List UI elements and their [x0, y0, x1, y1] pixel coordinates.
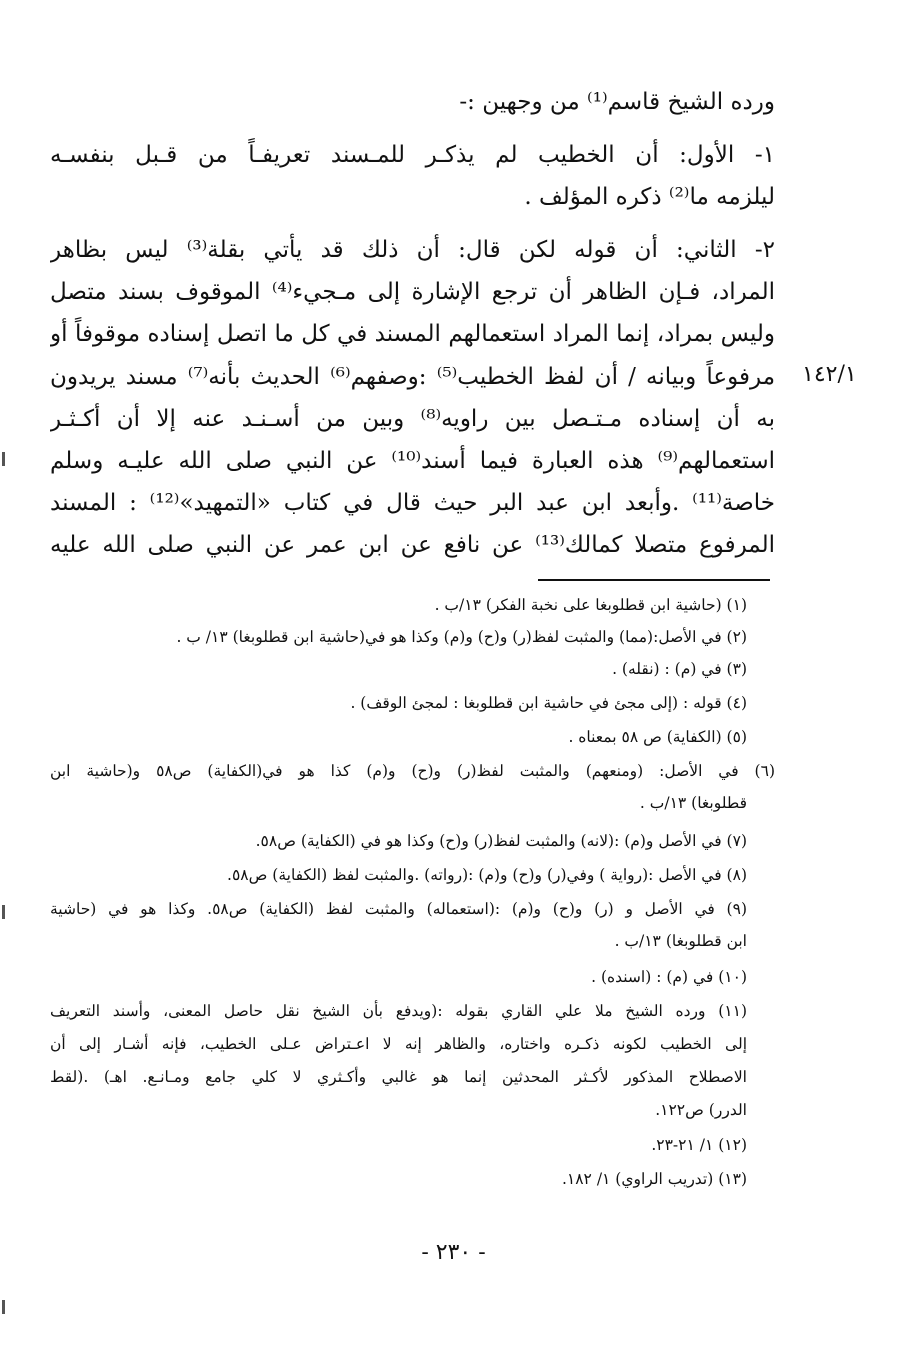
footnote-continuation: الاصطلاح المذكور لأكـثر المحدثين إنما هو غالبي وأكـثري لا كلي جامع ومـانـع. اهـ) .(لقط	[50, 1068, 747, 1086]
body-line: به أن إسناده مـتـصل بين راويه⁽⁸⁾ وبين من أسـنـد عنه إلا أن أكـثـر	[50, 406, 775, 432]
footnote: (٣) في (م) : (نقله) .	[612, 660, 747, 678]
footnote-continuation: إلى الخطيب لكونه ذكـره واختاره، والظاهر إنه لا اعـتراض عـلى الخطيب، فإنه أشـار إلى أن	[50, 1035, 747, 1053]
footnote-continuation: قطلوبغا) ١٣/ب .	[639, 794, 747, 812]
footnote: (٢) في الأصل:(مما) والمثبت لفظ(ر) و(ح) و(م) وكذا هو في(حاشية ابن قطلوبغا) ١٣/ ب .	[176, 628, 747, 646]
body-line: ورده الشيخ قاسم⁽¹⁾ من وجهين :-	[459, 89, 775, 115]
scan-edge-mark	[2, 905, 5, 919]
body-line: مرفوعاً وبيانه / أن لفظ الخطيب⁽⁵⁾ :وصفهم⁽⁶⁾ الحديث بأنه⁽⁷⁾ مسند يريدون	[50, 364, 775, 390]
body-line: استعمالهم⁽⁹⁾ هذه العبارة فيما أسند⁽¹⁰⁾ عن النبي صلى الله عليـه وسلم	[50, 448, 775, 474]
footnote: (٤) قوله : (إلى مجئ في حاشية ابن قطلوبغا : لمجئ الوقف) .	[350, 694, 747, 712]
page-number: - ٢٣٠ -	[421, 1240, 486, 1265]
footnote-continuation: الدرر) ص١٢٢.	[655, 1101, 747, 1119]
scan-edge-mark	[2, 1300, 5, 1314]
scan-edge-mark	[2, 452, 5, 466]
footnote: (١١) ورده الشيخ ملا علي القاري بقوله :(ويدفع بأن الشيخ نقل حاصل المعنى، وأسند التعريف	[50, 1002, 747, 1020]
footnote: (٧) في الأصل و(م) :(لانه) والمثبت لفظ(ر) و(ح) وكذا هو في (الكفاية) ص٥٨.	[255, 832, 747, 850]
footnote: (٨) في الأصل :(رواية ) وفي(ر) و(ح) و(م) :(رواته) .والمثبت لفظ (الكفاية) ص٥٨.	[227, 866, 747, 884]
footnote: (٩) في الأصل و (ر) و(ح) و(م) :(استعماله) والمثبت لفظ (الكفاية) ص٥٨. وكذا هو في (حاشية	[50, 900, 747, 918]
footnote: (١٠) في (م) : (اسنده) .	[591, 968, 747, 986]
margin-folio-note: ١٤٢/١	[802, 362, 857, 387]
body-line: المراد، فـإن الظاهر أن ترجع الإشارة إلى مـجيء⁽⁴⁾ الموقوف بسند متصل	[50, 279, 775, 305]
footnote: (٥) (الكفاية) ص ٥٨ بمعناه .	[568, 728, 747, 746]
footnote-continuation: ابن قطلوبغا) ١٣/ب .	[614, 932, 747, 950]
footnote: (٦) في الأصل: (ومنعهم) والمثبت لفظ(ر) و(ح) و(م) كذا هو في(الكفاية) ص٥٨ و(حاشية ابن	[50, 762, 775, 780]
body-line: ١- الأول: أن الخطيب لم يذكـر للمـسند تعريفـاً من قـبل بنفسـه	[50, 142, 775, 168]
footnote: (١٢) ١/ ٢١-٢٣.	[651, 1136, 747, 1154]
footnote: (١) (حاشية ابن قطلوبغا على نخبة الفكر) ١٣/ب .	[434, 596, 747, 614]
body-line: ليلزمه ما⁽²⁾ ذكره المؤلف .	[524, 184, 775, 210]
footnote: (١٣) (تدريب الراوي) ١/ ١٨٢.	[561, 1170, 747, 1188]
body-line: المرفوع متصلا كمالك⁽¹³⁾ عن نافع عن ابن عمر عن النبي صلى الله عليه	[50, 532, 775, 558]
body-line: خاصة⁽¹¹⁾ .وأبعد ابن عبد البر حيث قال في كتاب «التمهيد»⁽¹²⁾ : المسند	[50, 490, 775, 516]
footnote-separator	[538, 579, 770, 581]
body-line: وليس بمراد، إنما المراد استعمالهم المسند في كل ما اتصل إسناده موقوفاً أو	[50, 321, 775, 347]
body-line: ٢- الثاني: أن قوله لكن قال: أن ذلك قد يأتي بقلة⁽³⁾ ليس بظاهر	[50, 237, 775, 263]
